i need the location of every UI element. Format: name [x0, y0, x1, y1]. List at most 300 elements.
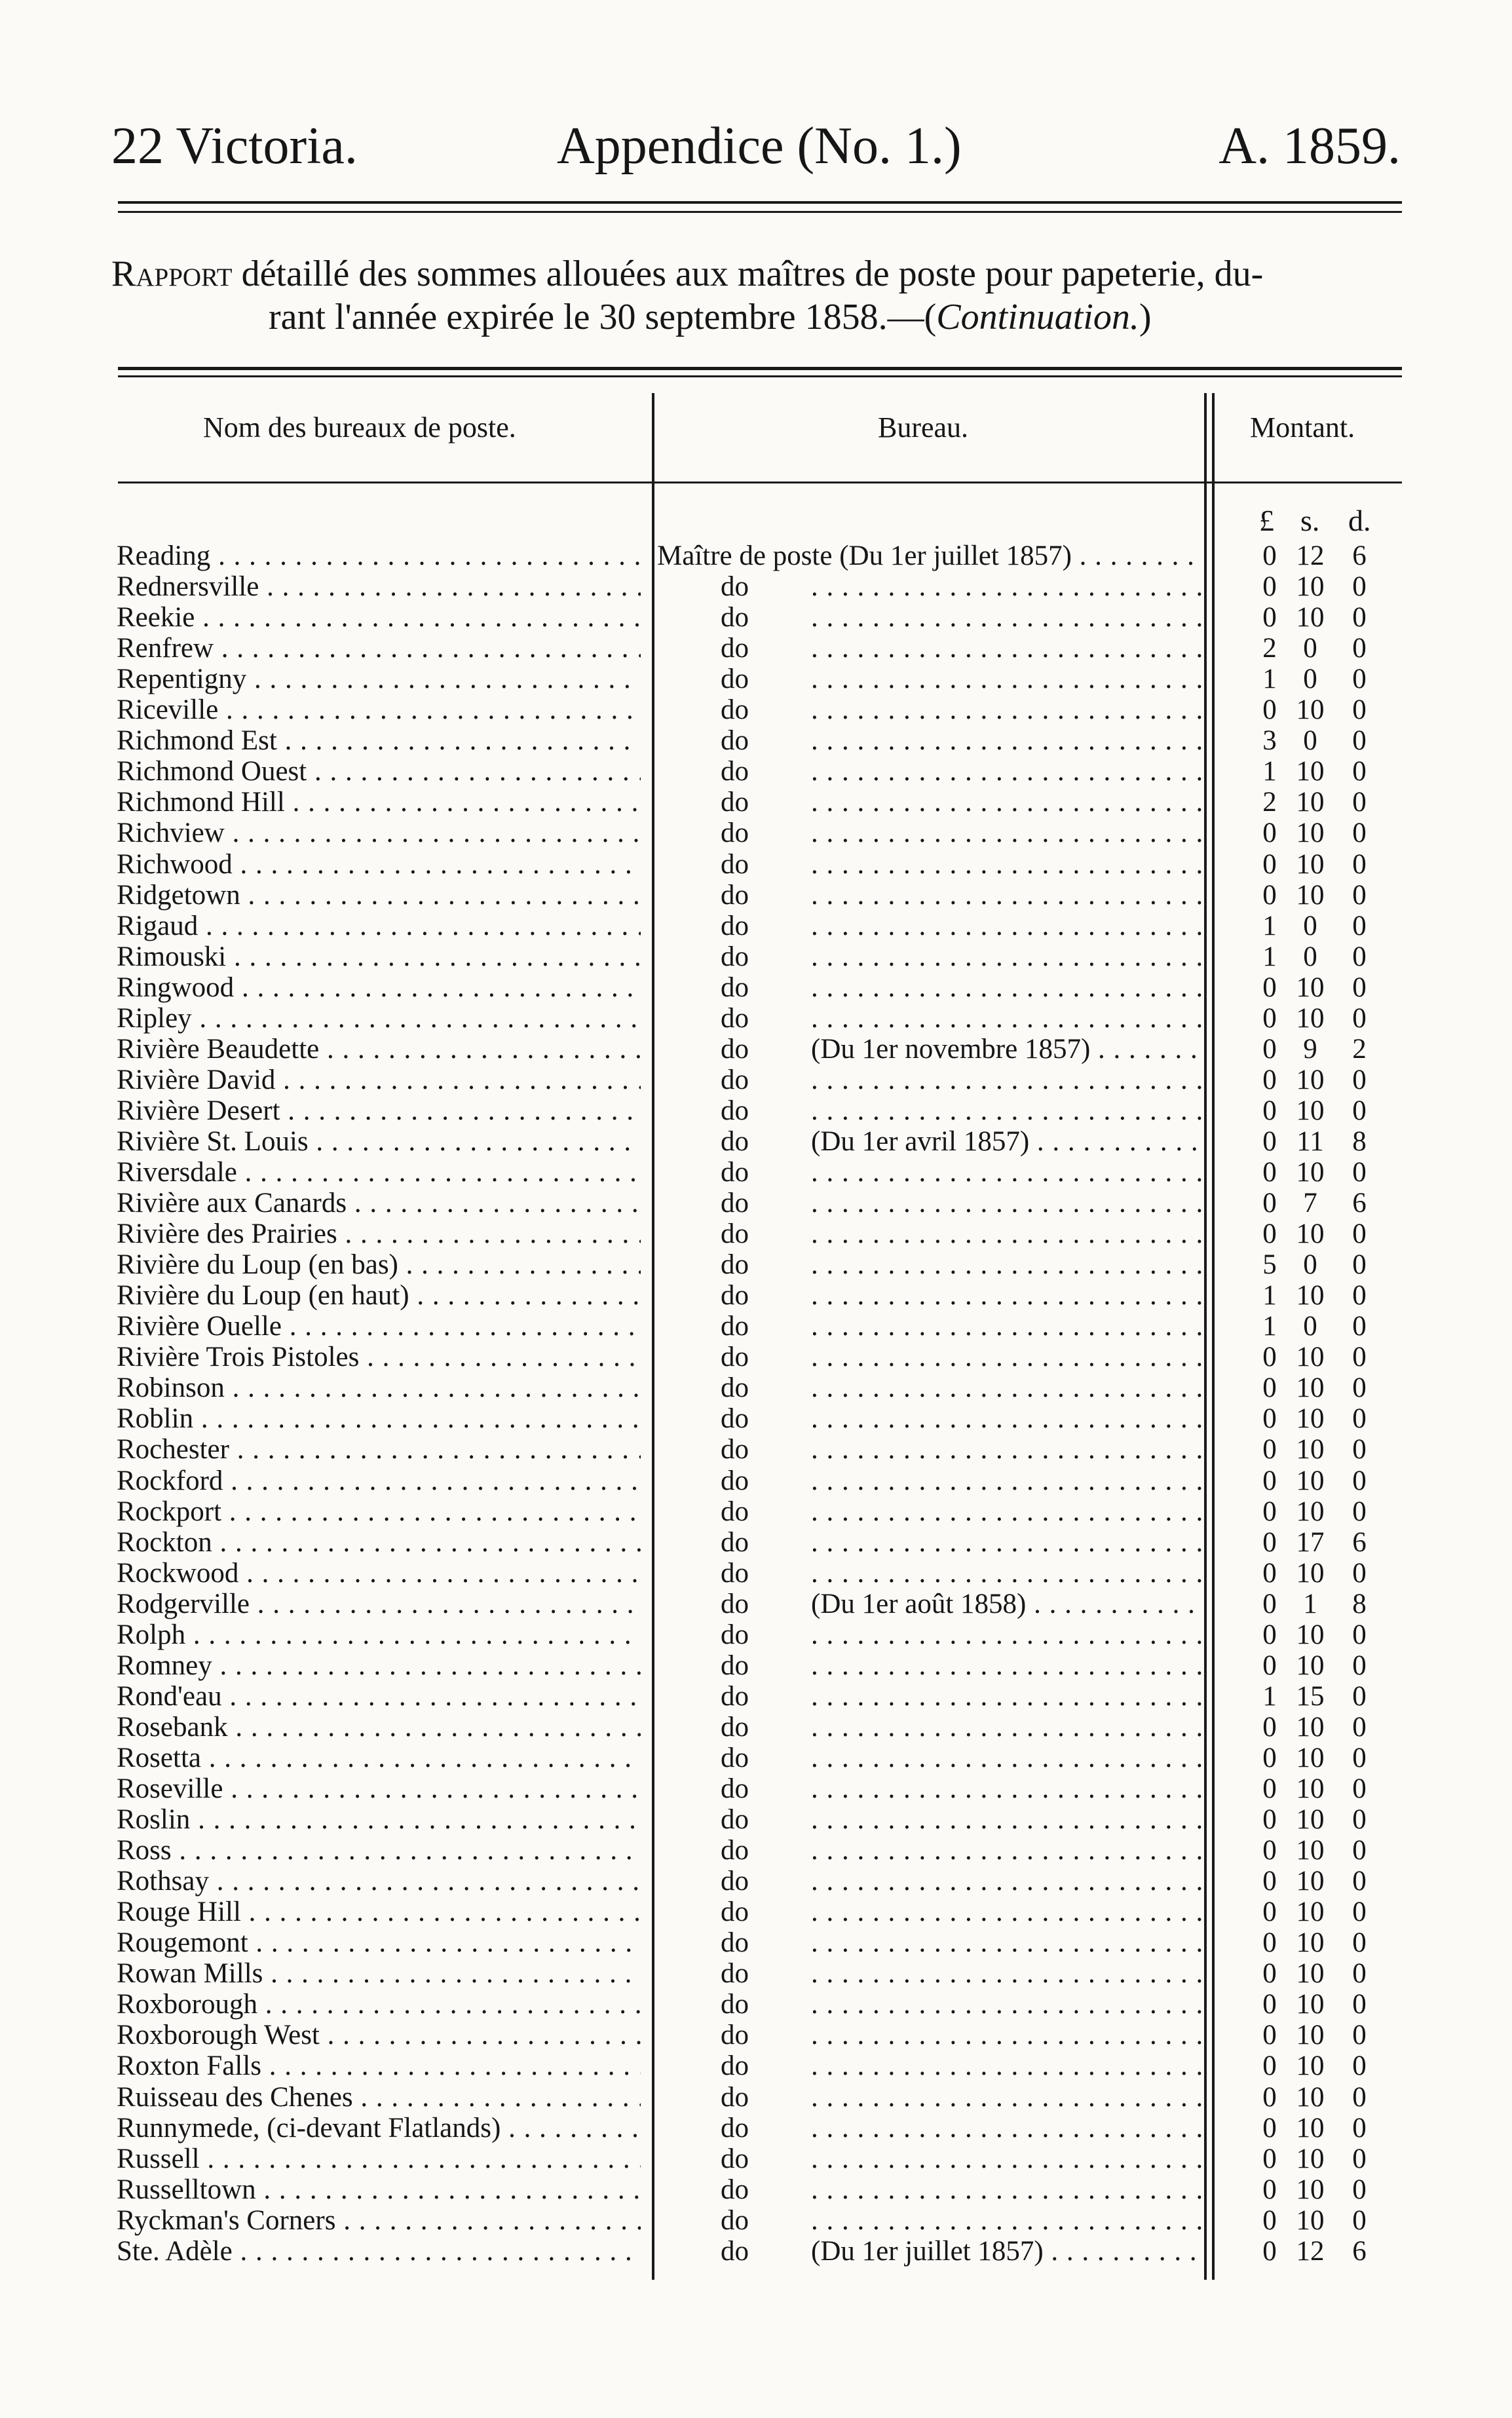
office-name: Roslin . . .	[117, 1804, 641, 1835]
amount-pounds: 0	[1262, 2050, 1277, 2082]
bureau-type: do	[721, 1773, 749, 1804]
leader-dots	[811, 1065, 1204, 1095]
amount-pounds: 0	[1262, 2235, 1277, 2267]
bureau-note: (Du 1er novembre 1857) . . .	[811, 1034, 1204, 1065]
amount-pence: 0	[1352, 972, 1367, 1003]
bureau-type: do	[721, 2081, 749, 2113]
amount-shillings: 10	[1296, 1835, 1325, 1866]
table-row	[0, 725, 1512, 756]
table-row	[0, 633, 1512, 664]
amount-pounds: 0	[1262, 1958, 1277, 1990]
office-name: Rimouski . . .	[117, 941, 641, 972]
amount-shillings: 10	[1296, 787, 1325, 818]
office-name: Renfrew . . .	[117, 633, 641, 664]
amount-shillings: 10	[1296, 2020, 1325, 2051]
office-name: Rodgerville . . .	[117, 1589, 641, 1619]
amount-pounds: 0	[1262, 1372, 1277, 1404]
table-row	[0, 2050, 1512, 2081]
leader-dots	[811, 1434, 1204, 1465]
bureau-type: do	[721, 1002, 749, 1034]
table-row	[0, 1065, 1512, 1095]
table-row	[0, 756, 1512, 787]
bureau-type: do	[721, 1804, 749, 1836]
amount-shillings: 10	[1296, 1372, 1325, 1404]
office-name: Roxton Falls . . .	[117, 2050, 641, 2081]
amount-shillings: 10	[1296, 1897, 1325, 1928]
bureau-type: do	[721, 1157, 749, 1188]
amount-pence: 0	[1352, 2050, 1367, 2082]
amount-pence: 8	[1352, 1588, 1367, 1619]
table-row	[0, 2236, 1512, 2267]
leader-dots	[811, 1095, 1204, 1126]
amount-shillings: 10	[1296, 1434, 1325, 1465]
bureau-type: do	[721, 2235, 749, 2267]
amount-pounds: 0	[1262, 2081, 1277, 2113]
column-header-montant: Montant.	[1250, 411, 1355, 444]
bureau-note: (Du 1er août 1858) . . .	[811, 1589, 1204, 1619]
leader-dots	[811, 2144, 1204, 2174]
amount-pence: 0	[1352, 725, 1367, 757]
amount-shillings: 0	[1303, 725, 1317, 757]
leader-dots	[811, 1157, 1204, 1188]
office-name: Reekie . . .	[117, 602, 641, 633]
table-row	[0, 787, 1512, 818]
table-row	[0, 1897, 1512, 1927]
table-header-rule	[118, 482, 1402, 483]
amount-shillings: 10	[1296, 972, 1325, 1003]
bureau-type: do	[721, 756, 749, 787]
amount-pence: 0	[1352, 910, 1367, 941]
table-row	[0, 849, 1512, 880]
office-name: Rivière du Loup (en haut) . . .	[117, 1280, 641, 1311]
bureau-type: do	[721, 1958, 749, 1990]
bureau-type: do	[721, 1465, 749, 1496]
amount-shillings: 10	[1296, 1927, 1325, 1959]
leader-dots	[811, 1496, 1204, 1527]
amount-pence: 0	[1352, 2081, 1367, 2113]
unit-pounds: £	[1259, 504, 1274, 537]
table-row	[0, 540, 1512, 571]
amount-pence: 6	[1352, 2235, 1367, 2267]
office-name: Ross . . .	[117, 1835, 641, 1866]
office-name: Rolph . . .	[117, 1619, 641, 1650]
amount-pence: 0	[1352, 1958, 1367, 1990]
amount-pounds: 1	[1262, 1311, 1277, 1342]
bureau-note: (Du 1er avril 1857) . . .	[811, 1126, 1204, 1157]
amount-shillings: 10	[1296, 1557, 1325, 1589]
amount-pence: 6	[1352, 540, 1367, 571]
leader-dots	[811, 1804, 1204, 1835]
bureau-type: do	[721, 1835, 749, 1866]
bureau-type: do	[721, 1742, 749, 1773]
office-name: Rockwood . . .	[117, 1558, 641, 1589]
office-name: Rigaud . . .	[117, 911, 641, 941]
amount-pence: 0	[1352, 2204, 1367, 2236]
bureau-type: do	[721, 1434, 749, 1465]
title-continuation: Continuation.	[936, 297, 1139, 337]
amount-shillings: 7	[1303, 1188, 1317, 1219]
amount-shillings: 10	[1296, 818, 1325, 849]
table-rule-top-thin	[118, 375, 1402, 377]
table-row	[0, 1989, 1512, 2020]
amount-pounds: 0	[1262, 1866, 1277, 1897]
table-row	[0, 2082, 1512, 2113]
office-name: Riceville . . .	[117, 694, 641, 725]
office-name: Rochester . . .	[117, 1434, 641, 1465]
amount-pounds: 5	[1262, 1249, 1277, 1281]
amount-pounds: 0	[1262, 1711, 1277, 1743]
amount-shillings: 0	[1303, 664, 1317, 695]
title-close: )	[1139, 297, 1152, 337]
leader-dots	[811, 1681, 1204, 1712]
amount-shillings: 10	[1296, 602, 1325, 633]
table-row	[0, 664, 1512, 694]
table-row	[0, 1743, 1512, 1773]
amount-pence: 0	[1352, 1680, 1367, 1712]
bureau-type: do	[721, 1526, 749, 1558]
leader-dots	[811, 1527, 1204, 1558]
table-row	[0, 972, 1512, 1003]
amount-pounds: 0	[1262, 1033, 1277, 1065]
amount-shillings: 10	[1296, 2081, 1325, 2113]
amount-pence: 0	[1352, 1557, 1367, 1589]
leader-dots	[811, 849, 1204, 880]
bureau-type: do	[721, 787, 749, 818]
bureau-type: do	[721, 941, 749, 972]
amount-shillings: 10	[1296, 1989, 1325, 2020]
office-name: Rivière David . . .	[117, 1065, 641, 1095]
office-name: Richview . . .	[117, 818, 641, 848]
amount-shillings: 10	[1296, 1342, 1325, 1373]
table-rule-top	[118, 367, 1402, 370]
amount-pence: 0	[1352, 1866, 1367, 1897]
amount-pence: 0	[1352, 1372, 1367, 1404]
amount-pence: 0	[1352, 633, 1367, 664]
table-row	[0, 1804, 1512, 1835]
table-row	[0, 2205, 1512, 2236]
amount-pounds: 3	[1262, 725, 1277, 757]
table-row	[0, 1034, 1512, 1065]
bureau-type: do	[721, 1125, 749, 1157]
bureau-type: do	[721, 1280, 749, 1312]
bureau-type: do	[721, 1403, 749, 1435]
office-name: Rosebank . . .	[117, 1712, 641, 1743]
table-row	[0, 1311, 1512, 1342]
amount-pounds: 0	[1262, 1496, 1277, 1527]
table-row	[0, 1372, 1512, 1403]
bureau-type: do	[721, 1680, 749, 1712]
amount-pounds: 0	[1262, 1465, 1277, 1496]
leader-dots	[811, 664, 1204, 694]
leader-dots	[811, 1280, 1204, 1311]
amount-pounds: 0	[1262, 1588, 1277, 1619]
amount-shillings: 10	[1296, 879, 1325, 911]
amount-pounds: 0	[1262, 1526, 1277, 1558]
amount-pence: 0	[1352, 1619, 1367, 1650]
table-row	[0, 1095, 1512, 1126]
leader-dots	[811, 941, 1204, 972]
table-row	[0, 880, 1512, 911]
amount-pence: 0	[1352, 1002, 1367, 1034]
table-row	[0, 1619, 1512, 1650]
leader-dots	[811, 1835, 1204, 1866]
amount-pence: 0	[1352, 1342, 1367, 1373]
table-row	[0, 1927, 1512, 1958]
office-name: Rougemont . . .	[117, 1927, 641, 1958]
office-name: Robinson . . .	[117, 1372, 641, 1403]
bureau-type: do	[721, 2050, 749, 2082]
table-row	[0, 571, 1512, 602]
amount-shillings: 0	[1303, 633, 1317, 664]
header-session: 22 Victoria.	[111, 117, 358, 175]
leader-dots	[811, 1866, 1204, 1897]
amount-shillings: 10	[1296, 1403, 1325, 1435]
table-row	[0, 1188, 1512, 1218]
bureau-type: do	[721, 1188, 749, 1219]
table-row	[0, 1126, 1512, 1157]
bureau-type: do	[721, 1311, 749, 1342]
leader-dots	[811, 756, 1204, 787]
amount-shillings: 10	[1296, 1157, 1325, 1188]
amount-shillings: 10	[1296, 2204, 1325, 2236]
amount-shillings: 10	[1296, 2143, 1325, 2174]
leader-dots	[811, 1003, 1204, 1034]
bureau-type: do	[721, 602, 749, 633]
amount-pence: 0	[1352, 1989, 1367, 2020]
amount-pounds: 0	[1262, 1557, 1277, 1589]
amount-pounds: 0	[1262, 2174, 1277, 2205]
amount-shillings: 10	[1296, 1773, 1325, 1804]
amount-pence: 0	[1352, 1773, 1367, 1804]
amount-shillings: 12	[1296, 2235, 1325, 2267]
bureau-type: do	[721, 2143, 749, 2174]
office-name: Rockport . . .	[117, 1496, 641, 1527]
amount-shillings: 0	[1303, 1311, 1317, 1342]
bureau-type: do	[721, 848, 749, 880]
amount-pounds: 0	[1262, 571, 1277, 603]
bureau-type: do	[721, 2112, 749, 2144]
table-row	[0, 1527, 1512, 1558]
bureau-type: do	[721, 1927, 749, 1959]
amount-pounds: 0	[1262, 1342, 1277, 1373]
bureau-type: do	[721, 1249, 749, 1281]
amount-pounds: 0	[1262, 848, 1277, 880]
office-name: Ridgetown . . .	[117, 880, 641, 911]
table-row	[0, 2174, 1512, 2205]
office-name: Rivière aux Canards . . .	[117, 1188, 641, 1218]
title-line1: détaillé des sommes allouées aux maîtres de poste pour papeterie, du-	[241, 254, 1264, 294]
header-rule-bottom	[118, 211, 1402, 213]
table-row	[0, 1249, 1512, 1280]
amount-shillings: 17	[1296, 1526, 1325, 1558]
amount-pounds: 0	[1262, 1218, 1277, 1250]
table-row	[0, 1003, 1512, 1034]
amount-pence: 0	[1352, 664, 1367, 695]
amount-shillings: 11	[1296, 1125, 1324, 1157]
leader-dots	[811, 1311, 1204, 1342]
office-name: Reading . . .	[117, 540, 641, 571]
leader-dots	[811, 1927, 1204, 1958]
amount-pounds: 0	[1262, 818, 1277, 849]
leader-dots	[811, 2174, 1204, 2205]
office-name: Richmond Est . . .	[117, 725, 641, 756]
office-name: Ryckman's Corners . . .	[117, 2205, 641, 2236]
leader-dots	[811, 602, 1204, 633]
bureau-type: do	[721, 1496, 749, 1527]
table-row	[0, 1496, 1512, 1527]
bureau-type: do	[721, 879, 749, 911]
amount-shillings: 10	[1296, 1711, 1325, 1743]
amount-pounds: 1	[1262, 756, 1277, 787]
table-row	[0, 1342, 1512, 1372]
bureau-note: (Du 1er juillet 1857) . . .	[811, 2236, 1204, 2267]
office-name: Rowan Mills . . .	[117, 1958, 641, 1989]
table-row	[0, 1589, 1512, 1619]
amount-pence: 0	[1352, 1711, 1367, 1743]
bureau-type: do	[721, 818, 749, 849]
leader-dots	[811, 818, 1204, 848]
amount-pence: 0	[1352, 571, 1367, 603]
amount-pence: 0	[1352, 1804, 1367, 1836]
amount-shillings: 10	[1296, 2174, 1325, 2205]
amount-shillings: 0	[1303, 941, 1317, 972]
bureau-type: do	[721, 972, 749, 1003]
amount-pence: 0	[1352, 941, 1367, 972]
office-name: Ruisseau des Chenes . . .	[117, 2082, 641, 2113]
amount-shillings: 10	[1296, 1619, 1325, 1650]
amount-shillings: 10	[1296, 1002, 1325, 1034]
leader-dots	[811, 1403, 1204, 1434]
office-name: Romney . . .	[117, 1650, 641, 1681]
bureau-type: do	[721, 694, 749, 726]
amount-pence: 2	[1352, 1033, 1367, 1065]
bureau-type: do	[721, 725, 749, 757]
amount-pounds: 0	[1262, 540, 1277, 571]
leader-dots	[811, 972, 1204, 1003]
amount-pence: 0	[1352, 602, 1367, 633]
amount-pounds: 0	[1262, 972, 1277, 1003]
bureau-type: do	[721, 2204, 749, 2236]
bureau-type: do	[721, 1218, 749, 1250]
leader-dots	[811, 2050, 1204, 2081]
amount-pounds: 0	[1262, 879, 1277, 911]
unit-pence: d.	[1348, 504, 1371, 537]
table-row	[0, 1773, 1512, 1804]
amount-shillings: 15	[1296, 1680, 1325, 1712]
office-name: Roxborough . . .	[117, 1989, 641, 2020]
office-name: Roxborough West . . .	[117, 2020, 641, 2050]
leader-dots	[811, 2082, 1204, 2113]
table-row	[0, 1866, 1512, 1897]
leader-dots	[811, 1743, 1204, 1773]
amount-pence: 0	[1352, 1927, 1367, 1959]
leader-dots	[811, 1249, 1204, 1280]
table-row	[0, 1650, 1512, 1681]
amount-pounds: 0	[1262, 694, 1277, 726]
leader-dots	[811, 880, 1204, 911]
amount-pounds: 0	[1262, 1897, 1277, 1928]
amount-pounds: 0	[1262, 2112, 1277, 2144]
office-name: Rivière Desert . . .	[117, 1095, 641, 1126]
leader-dots	[811, 1342, 1204, 1372]
table-row	[0, 1218, 1512, 1249]
office-name: Roseville . . .	[117, 1773, 641, 1804]
table-row	[0, 1157, 1512, 1188]
office-name: Rond'eau . . .	[117, 1681, 641, 1712]
table-row	[0, 1434, 1512, 1465]
amount-pence: 0	[1352, 1835, 1367, 1866]
office-name: Rivière des Prairies . . .	[117, 1218, 641, 1249]
amount-pence: 0	[1352, 1064, 1367, 1095]
office-name: Ripley . . .	[117, 1003, 641, 1034]
office-name: Rothsay . . .	[117, 1866, 641, 1897]
amount-pounds: 0	[1262, 1188, 1277, 1219]
amount-pounds: 0	[1262, 1835, 1277, 1866]
amount-pounds: 1	[1262, 1280, 1277, 1312]
office-name: Richmond Ouest . . .	[117, 756, 641, 787]
bureau-type: do	[721, 1711, 749, 1743]
amount-shillings: 0	[1303, 1249, 1317, 1281]
amount-shillings: 0	[1303, 910, 1317, 941]
amount-shillings: 10	[1296, 1496, 1325, 1527]
bureau-type: do	[721, 1033, 749, 1065]
office-name: Ringwood . . .	[117, 972, 641, 1003]
amount-pence: 0	[1352, 2174, 1367, 2205]
bureau-type: do	[721, 1866, 749, 1897]
amount-pounds: 2	[1262, 633, 1277, 664]
amount-pence: 6	[1352, 1188, 1367, 1219]
amount-shillings: 10	[1296, 1866, 1325, 1897]
amount-shillings: 12	[1296, 540, 1325, 571]
amount-pounds: 0	[1262, 1064, 1277, 1095]
amount-pence: 0	[1352, 694, 1367, 726]
leader-dots	[811, 725, 1204, 756]
leader-dots	[811, 911, 1204, 941]
leader-dots	[811, 1712, 1204, 1743]
office-name: Rosetta . . .	[117, 1743, 641, 1773]
office-name: Roblin . . .	[117, 1403, 641, 1434]
amount-shillings: 10	[1296, 1650, 1325, 1681]
header-rule-top	[118, 201, 1402, 204]
title-line2: rant l'année expirée le 30 septembre 1858.—(	[269, 297, 937, 337]
office-name: Russelltown . . .	[117, 2174, 641, 2205]
office-name: Rivière Ouelle . . .	[117, 1311, 641, 1342]
amount-shillings: 9	[1303, 1033, 1317, 1065]
amount-shillings: 10	[1296, 2112, 1325, 2144]
amount-pence: 0	[1352, 756, 1367, 787]
bureau-type: do	[721, 1064, 749, 1095]
amount-pence: 0	[1352, 1249, 1367, 1281]
bureau-type: do	[721, 1342, 749, 1373]
amount-pence: 0	[1352, 1650, 1367, 1681]
office-name: Ste. Adèle . . .	[117, 2236, 641, 2267]
bureau-type: do	[721, 2174, 749, 2205]
amount-shillings: 10	[1296, 1958, 1325, 1990]
office-name: Riversdale . . .	[117, 1157, 641, 1188]
leader-dots	[811, 2113, 1204, 2144]
report-title	[111, 252, 1408, 339]
leader-dots	[811, 787, 1204, 818]
amount-pence: 0	[1352, 2112, 1367, 2144]
office-name: Rivière Trois Pistoles . . .	[117, 1342, 641, 1372]
amount-shillings: 10	[1296, 1064, 1325, 1095]
table-row	[0, 602, 1512, 633]
table-row	[0, 1280, 1512, 1311]
bureau-type: do	[721, 1557, 749, 1589]
amount-shillings: 10	[1296, 571, 1325, 603]
table-row	[0, 2113, 1512, 2144]
leader-dots	[811, 1465, 1204, 1496]
